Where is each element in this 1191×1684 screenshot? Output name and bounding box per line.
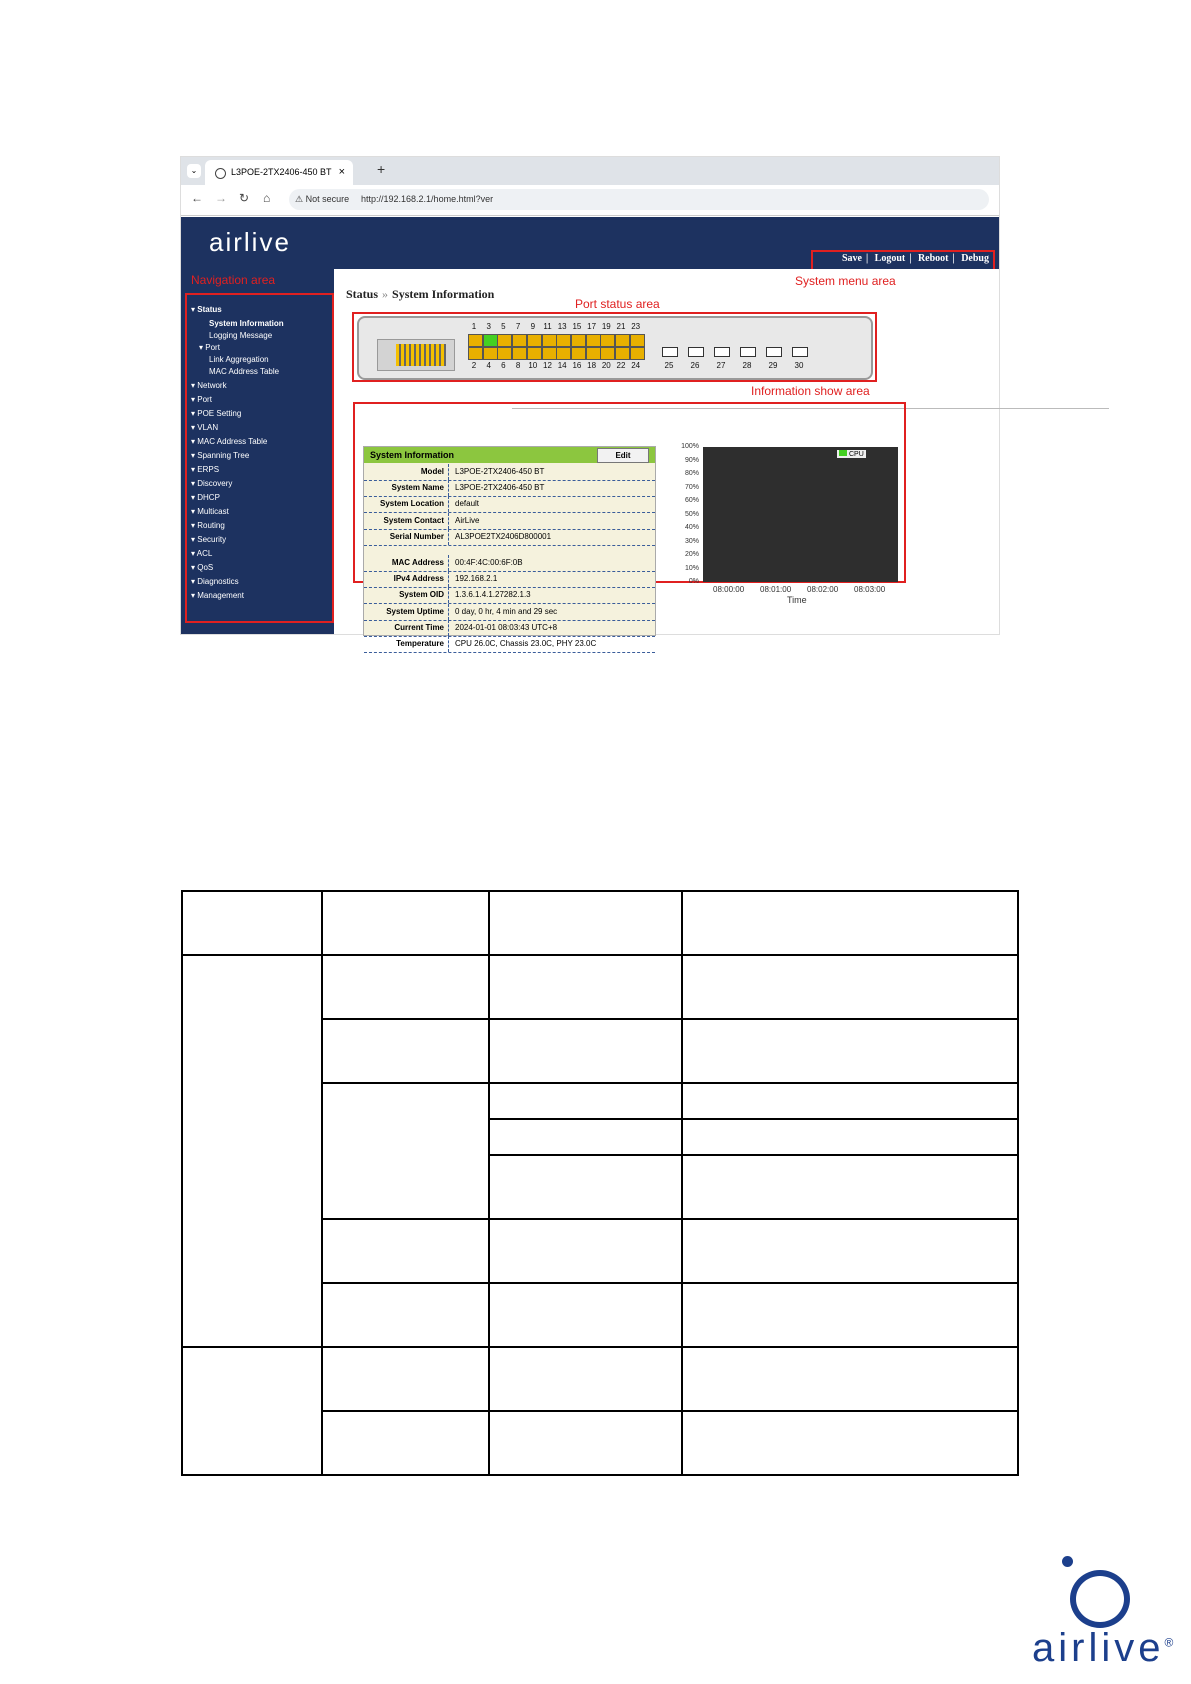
port-number-label: 9 bbox=[530, 322, 536, 331]
port-9[interactable] bbox=[527, 334, 542, 347]
cpu-chart-x-tick: 08:01:00 bbox=[760, 585, 792, 594]
back-icon[interactable]: ← bbox=[191, 191, 203, 205]
table-cell bbox=[682, 1155, 1018, 1219]
table-cell bbox=[489, 1219, 682, 1283]
info-key: System Contact bbox=[364, 513, 449, 529]
cpu-chart-y-tick: 100% bbox=[681, 443, 699, 450]
nav-security[interactable]: ▾ Security bbox=[191, 535, 227, 544]
breadcrumb bbox=[346, 287, 494, 302]
table-header-row bbox=[182, 891, 1018, 955]
cpu-chart-y-tick: 40% bbox=[684, 524, 699, 531]
port-16[interactable] bbox=[571, 347, 586, 360]
cpu-usage-chart bbox=[671, 441, 901, 606]
port-number-label: 1 bbox=[471, 322, 477, 331]
new-tab-button[interactable]: + bbox=[377, 161, 386, 177]
sfp-port-28[interactable] bbox=[740, 347, 756, 357]
table-cell bbox=[489, 1347, 682, 1411]
browser-tab[interactable] bbox=[205, 160, 353, 185]
info-key: Model bbox=[364, 464, 449, 480]
port-number-label: 11 bbox=[543, 322, 552, 331]
sfp-port-number-label: 25 bbox=[664, 361, 674, 370]
info-key: IPv4 Address bbox=[364, 571, 449, 587]
table-cell bbox=[682, 1119, 1018, 1155]
port-number-label: 20 bbox=[601, 361, 611, 370]
info-row bbox=[364, 496, 655, 513]
nav-mac-address-table[interactable]: ▾ MAC Address Table bbox=[191, 437, 268, 446]
sfp-port-number-label: 30 bbox=[794, 361, 804, 370]
close-tab-icon[interactable]: × bbox=[338, 166, 345, 178]
system-information-title: System Information bbox=[370, 450, 455, 460]
table-cell bbox=[489, 1411, 682, 1475]
cpu-chart-x-label: Time bbox=[787, 595, 807, 605]
port-14[interactable] bbox=[556, 347, 571, 360]
table-cell bbox=[322, 1083, 489, 1219]
system-information-header bbox=[364, 447, 655, 463]
port-20[interactable] bbox=[600, 347, 615, 360]
globe-icon bbox=[215, 168, 226, 179]
cpu-chart-y-tick: 0% bbox=[688, 578, 699, 585]
forward-icon[interactable]: → bbox=[215, 191, 227, 205]
table-cell bbox=[682, 1219, 1018, 1283]
info-value: 2024-01-01 08:03:43 UTC+8 bbox=[455, 622, 558, 632]
info-key: Temperature bbox=[364, 636, 449, 652]
switch-device-image bbox=[377, 339, 455, 371]
table-cell bbox=[322, 1283, 489, 1347]
table-cell bbox=[182, 1347, 322, 1475]
table-cell bbox=[489, 1283, 682, 1347]
sfp-port-30[interactable] bbox=[792, 347, 808, 357]
sfp-port-26[interactable] bbox=[688, 347, 704, 357]
info-value: AirLive bbox=[455, 515, 480, 525]
table-cell bbox=[322, 891, 489, 955]
navigation-area-annotation: Navigation area bbox=[191, 273, 276, 287]
port-number-label: 7 bbox=[515, 322, 521, 331]
table-cell bbox=[682, 1019, 1018, 1083]
logo-wordmark: airlive® bbox=[1032, 1626, 1178, 1670]
tab-title: L3POE-2TX2406-450 BT bbox=[231, 167, 332, 177]
port-number-label: 21 bbox=[616, 322, 626, 331]
airlive-logo: airlive bbox=[209, 227, 291, 257]
table-cell bbox=[682, 1347, 1018, 1411]
cpu-chart-x-tick: 08:00:00 bbox=[713, 585, 745, 594]
sfp-port-27[interactable] bbox=[714, 347, 730, 357]
info-value: default bbox=[455, 499, 480, 509]
port-7[interactable] bbox=[512, 334, 527, 347]
port-23[interactable] bbox=[630, 334, 645, 347]
info-key: System Location bbox=[364, 496, 449, 512]
port-22[interactable] bbox=[615, 347, 630, 360]
info-value: CPU 26.0C, Chassis 23.0C, PHY 23.0C bbox=[455, 639, 597, 648]
table-cell bbox=[682, 891, 1018, 955]
nav-qos[interactable]: ▾ QoS bbox=[191, 563, 214, 572]
cpu-chart-x-tick: 08:02:00 bbox=[807, 585, 839, 594]
breadcrumb-separator-icon: » bbox=[382, 287, 389, 301]
nav-status-port[interactable]: ▾ Port bbox=[199, 343, 220, 352]
info-value: 192.168.2.1 bbox=[455, 574, 498, 584]
port-10[interactable] bbox=[527, 347, 542, 360]
table-cell bbox=[182, 891, 322, 955]
info-row bbox=[364, 555, 655, 572]
info-row bbox=[364, 513, 655, 530]
sfp-port-number-label: 27 bbox=[716, 361, 726, 370]
nav-network[interactable]: ▾ Network bbox=[191, 381, 227, 390]
cpu-chart-y-tick: 90% bbox=[684, 456, 699, 464]
port-number-label: 23 bbox=[631, 322, 641, 331]
sfp-port-number-label: 29 bbox=[768, 361, 778, 370]
info-value: L3POE-2TX2406-450 BT bbox=[455, 467, 545, 476]
port-17[interactable] bbox=[586, 334, 601, 347]
sfp-port-25[interactable] bbox=[662, 347, 678, 357]
port-number-label: 8 bbox=[515, 361, 521, 370]
info-row bbox=[364, 604, 655, 621]
airlive-brand-logo bbox=[1030, 1556, 1180, 1676]
table-cell bbox=[322, 1411, 489, 1475]
info-key: Current Time bbox=[364, 620, 449, 636]
sfp-port-29[interactable] bbox=[766, 347, 782, 357]
cpu-chart-y-tick: 50% bbox=[684, 510, 699, 518]
cpu-chart-y-tick: 80% bbox=[684, 470, 699, 477]
port-number-label: 15 bbox=[572, 322, 582, 331]
info-key: Serial Number bbox=[364, 529, 449, 545]
url-bar[interactable] bbox=[289, 189, 989, 210]
breadcrumb-page: System Information bbox=[392, 287, 495, 301]
port-number-label: 17 bbox=[587, 322, 597, 331]
port-number-label: 14 bbox=[557, 361, 567, 370]
cpu-chart-y-tick: 20% bbox=[684, 551, 699, 558]
screenshot-figure bbox=[180, 156, 1000, 648]
nav-multicast[interactable]: ▾ Multicast bbox=[191, 507, 229, 516]
system-menu-area-annotation: System menu area bbox=[795, 274, 896, 288]
nav-system-information[interactable]: System Information bbox=[209, 319, 284, 328]
port-21[interactable] bbox=[615, 334, 630, 347]
port-number-label: 13 bbox=[557, 322, 567, 331]
not-secure-indicator[interactable]: ⚠ Not secure bbox=[295, 194, 350, 204]
nav-link-aggregation[interactable]: Link Aggregation bbox=[209, 355, 269, 364]
info-key: System Uptime bbox=[364, 604, 449, 620]
nav-management[interactable]: ▾ Management bbox=[191, 591, 244, 600]
information-show-area-annotation: Information show area bbox=[751, 384, 870, 398]
port-4[interactable] bbox=[483, 347, 498, 360]
table-row bbox=[182, 955, 1018, 1019]
info-row bbox=[364, 480, 655, 497]
cpu-chart-x-tick: 08:03:00 bbox=[854, 585, 886, 594]
nav-spanning-tree[interactable]: ▾ Spanning Tree bbox=[191, 451, 250, 460]
info-row bbox=[364, 636, 655, 653]
info-value: 0 day, 0 hr, 4 min and 29 sec bbox=[455, 606, 558, 616]
browser-tab-bar bbox=[181, 157, 999, 185]
table-cell bbox=[682, 1083, 1018, 1119]
nav-routing[interactable]: ▾ Routing bbox=[191, 521, 225, 530]
port-11[interactable] bbox=[542, 334, 557, 347]
table-cell bbox=[489, 1019, 682, 1083]
breadcrumb-section[interactable]: Status bbox=[346, 287, 379, 301]
cpu-chart-plot bbox=[703, 447, 898, 582]
port-number-label: 3 bbox=[486, 322, 491, 331]
nav-vlan[interactable]: ▾ VLAN bbox=[191, 423, 219, 432]
system-menu: Save | Logout | Reboot | Debug bbox=[841, 253, 989, 264]
info-row bbox=[364, 620, 655, 637]
nav-erps[interactable]: ▾ ERPS bbox=[191, 465, 220, 474]
logo-dot bbox=[1062, 1556, 1073, 1567]
port-3[interactable] bbox=[483, 334, 498, 347]
info-value: AL3POE2TX2406D800001 bbox=[455, 531, 552, 541]
logout-link[interactable]: Logout bbox=[874, 253, 906, 264]
port-number-label: 19 bbox=[601, 322, 611, 331]
port-number-label: 22 bbox=[616, 361, 626, 370]
cpu-legend-swatch bbox=[839, 450, 847, 456]
cpu-chart-y-tick: 30% bbox=[684, 537, 699, 545]
table-cell bbox=[489, 891, 682, 955]
info-value: 00:4F:4C:00:6F:0B bbox=[455, 558, 523, 567]
table-cell bbox=[322, 1019, 489, 1083]
port-18[interactable] bbox=[586, 347, 601, 360]
info-row bbox=[364, 464, 655, 481]
table-cell bbox=[322, 1347, 489, 1411]
info-key: System Name bbox=[364, 480, 449, 496]
cpu-chart-y-tick: 70% bbox=[684, 483, 699, 491]
tab-search-icon[interactable]: ⌄ bbox=[187, 164, 201, 178]
port-12[interactable] bbox=[542, 347, 557, 360]
sfp-port-number-label: 28 bbox=[742, 361, 752, 370]
nav-poe-setting[interactable]: ▾ POE Setting bbox=[191, 409, 242, 418]
table-cell bbox=[489, 1083, 682, 1119]
url-text: http://192.168.2.1/home.html?ver bbox=[361, 194, 494, 204]
home-icon[interactable]: ⌂ bbox=[263, 191, 271, 205]
port-status-area-annotation: Port status area bbox=[575, 297, 660, 311]
table-cell bbox=[489, 955, 682, 1019]
table-cell bbox=[489, 1119, 682, 1155]
info-key: System OID bbox=[364, 587, 449, 603]
port-number-label: 4 bbox=[486, 361, 491, 370]
nav-status[interactable]: ▾ Status bbox=[191, 305, 222, 314]
table-cell bbox=[489, 1155, 682, 1219]
port-2[interactable] bbox=[468, 347, 483, 360]
port-24[interactable] bbox=[630, 347, 645, 360]
logo-ring bbox=[1070, 1570, 1130, 1628]
port-number-label: 12 bbox=[543, 361, 552, 370]
port-5[interactable] bbox=[497, 334, 512, 347]
info-value: 1.3.6.1.4.1.27282.1.3 bbox=[455, 590, 531, 600]
cpu-chart-legend bbox=[837, 450, 866, 458]
cpu-legend-label: CPU bbox=[849, 451, 864, 458]
switch-web-ui bbox=[181, 217, 999, 648]
port-number-label: 2 bbox=[471, 361, 477, 370]
port-number-label: 10 bbox=[528, 361, 538, 370]
system-information-table bbox=[363, 446, 656, 648]
nav-diagnostics[interactable]: ▾ Diagnostics bbox=[191, 577, 239, 586]
not-secure-label: Not secure bbox=[305, 194, 350, 204]
browser-address-bar bbox=[181, 185, 999, 216]
nav-logging-message[interactable]: Logging Message bbox=[209, 331, 273, 340]
port-number-label: 16 bbox=[572, 361, 582, 370]
port-13[interactable] bbox=[556, 334, 571, 347]
info-row bbox=[364, 529, 655, 546]
debug-link[interactable]: Debug bbox=[961, 253, 989, 264]
table-cell bbox=[682, 1411, 1018, 1475]
save-link[interactable]: Save bbox=[841, 253, 862, 264]
system-menu-highlight bbox=[811, 250, 995, 271]
port-15[interactable] bbox=[571, 334, 586, 347]
info-key: MAC Address bbox=[364, 555, 449, 571]
port-8[interactable] bbox=[512, 347, 527, 360]
port-number-label: 6 bbox=[501, 361, 506, 370]
cpu-chart-y-tick: 60% bbox=[684, 497, 699, 504]
nav-discovery[interactable]: ▾ Discovery bbox=[191, 479, 233, 488]
port-number-label: 18 bbox=[587, 361, 597, 370]
port-number-label: 24 bbox=[631, 361, 641, 370]
table-cell bbox=[322, 955, 489, 1019]
port-6[interactable] bbox=[497, 347, 512, 360]
port-number-label: 5 bbox=[501, 322, 506, 331]
info-row bbox=[364, 571, 655, 588]
table-row bbox=[182, 1347, 1018, 1411]
table-cell bbox=[322, 1219, 489, 1283]
port-1[interactable] bbox=[468, 334, 483, 347]
table-cell bbox=[182, 955, 322, 1347]
cpu-chart-y-tick: 10% bbox=[684, 564, 699, 572]
port-19[interactable] bbox=[600, 334, 615, 347]
reboot-link[interactable]: Reboot bbox=[917, 253, 949, 264]
nav-dhcp[interactable]: ▾ DHCP bbox=[191, 493, 220, 502]
table-cell bbox=[682, 955, 1018, 1019]
table-cell bbox=[682, 1283, 1018, 1347]
app-header bbox=[181, 217, 999, 269]
info-row bbox=[364, 587, 655, 604]
info-value: L3POE-2TX2406-450 BT bbox=[455, 483, 545, 493]
edit-button[interactable]: Edit bbox=[597, 448, 649, 463]
empty-parameter-table bbox=[181, 890, 1019, 1476]
nav-status-mac-table[interactable]: MAC Address Table bbox=[209, 367, 280, 376]
reload-icon[interactable]: ↻ bbox=[239, 191, 250, 205]
sfp-port-number-label: 26 bbox=[690, 361, 700, 370]
nav-port[interactable]: ▾ Port bbox=[191, 395, 212, 404]
nav-acl[interactable]: ▾ ACL bbox=[191, 549, 213, 558]
